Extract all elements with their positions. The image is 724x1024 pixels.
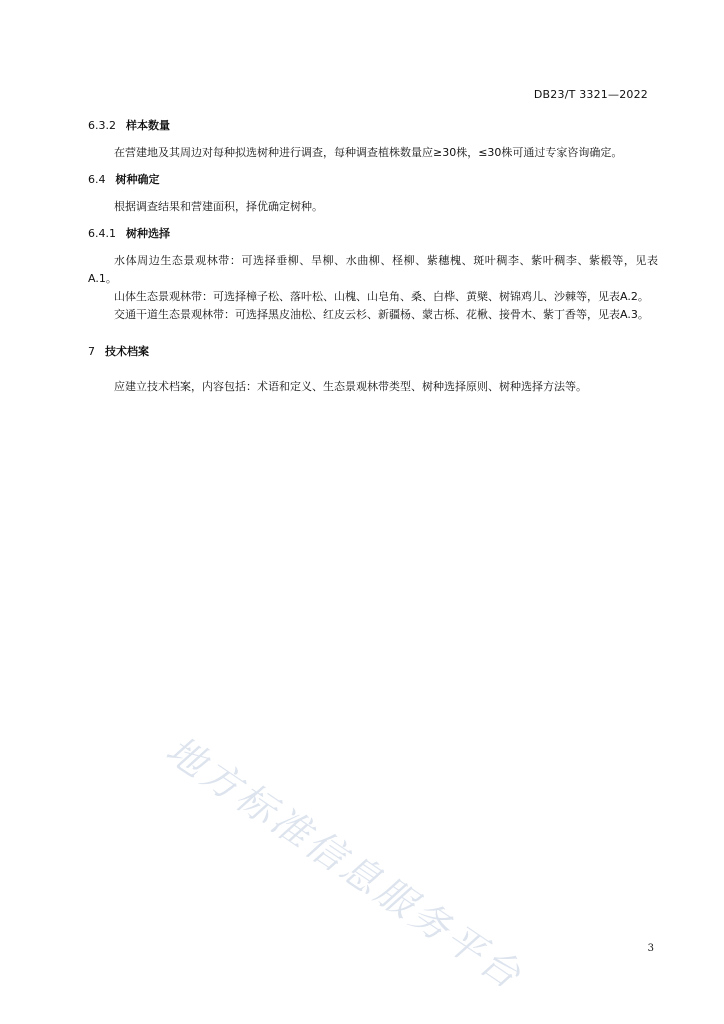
section-heading-7 (88, 344, 658, 360)
page-number: 3 (647, 943, 654, 954)
watermark: 地方标准信息服务平台 (158, 727, 532, 999)
section-title: 技术档案 (105, 345, 149, 358)
section-number: 6.4 (88, 173, 106, 186)
section-title: 树种确定 (115, 173, 160, 186)
section-number: 6.3.2 (88, 119, 116, 132)
section-paragraph-mountain: 山体生态景观林带：可选择樟子松、落叶松、山槐、山皂角、桑、白桦、黄檗、树锦鸡儿、沙棘等，见表A.2。 (114, 290, 649, 303)
section-heading-6-3-2 (88, 118, 658, 134)
section-title: 样本数量 (126, 119, 170, 132)
section-title: 树种选择 (126, 227, 170, 240)
section-heading-6-4 (88, 172, 658, 188)
page-content (88, 118, 658, 396)
section-number: 7 (88, 345, 95, 358)
document-code: DB23/T 3321—2022 (533, 88, 648, 101)
section-heading-6-4-1 (88, 226, 658, 242)
section-paragraph-water: 水体周边生态景观林带：可选择垂柳、旱柳、水曲柳、柽柳、紫穗槐、斑叶稠李、紫叶稠李、紫椴等，见表A.1。 (88, 254, 658, 285)
section-paragraph: 根据调查结果和营建面积，择优确定树种。 (114, 200, 323, 213)
section-paragraph: 应建立技术档案，内容包括：术语和定义、生态景观林带类型、树种选择原则、树种选择方法等。 (114, 380, 587, 393)
section-number: 6.4.1 (88, 227, 116, 240)
section-paragraph-road: 交通干道生态景观林带：可选择黑皮油松、红皮云杉、新疆杨、蒙古栎、花楸、接骨木、紫丁香等，见表A.3。 (114, 308, 649, 321)
section-paragraph: 在营建地及其周边对每种拟选树种进行调查，每种调查植株数量应≥30株，≤30株可通过专家咨询确定。 (114, 146, 623, 159)
